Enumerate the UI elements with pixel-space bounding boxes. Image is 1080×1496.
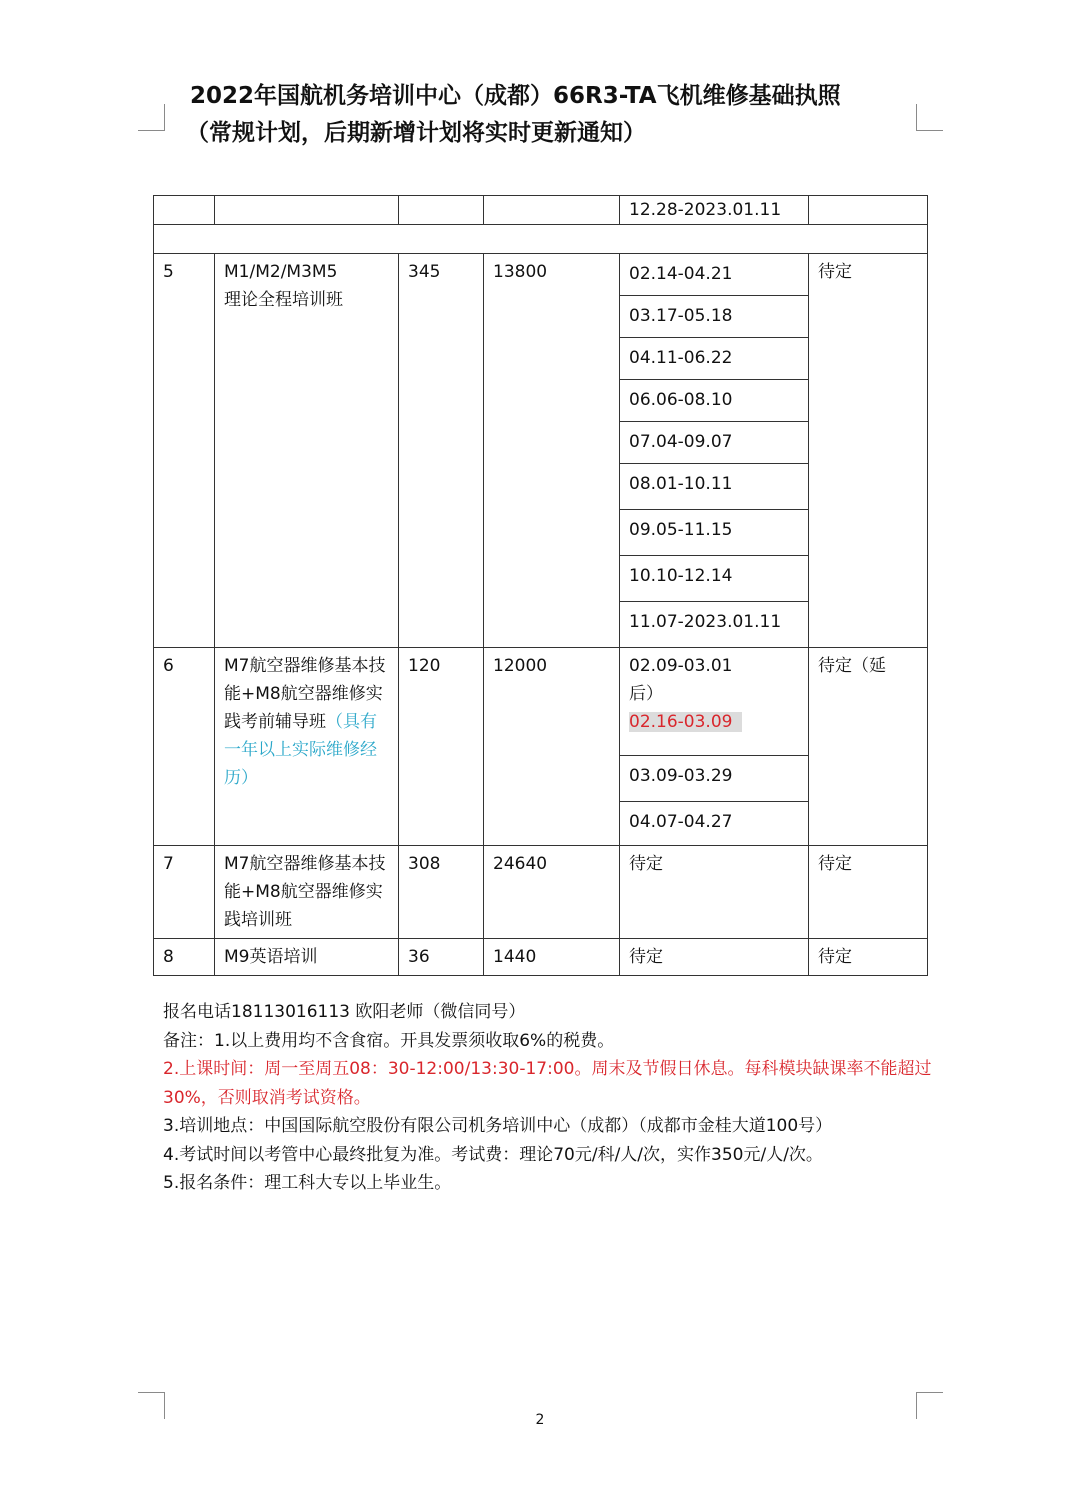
date-cell xyxy=(620,648,809,756)
exam-date: 待定 xyxy=(809,846,928,939)
date-cell: 10.10-12.14 xyxy=(620,556,809,602)
training-plan-table xyxy=(153,195,928,976)
row-number: 5 xyxy=(154,254,215,648)
date-cell: 待定 xyxy=(620,939,809,976)
table-cell xyxy=(154,196,215,225)
course-name-text: M7航空器维修基本技能+M8航空器维修实践考前辅导班 xyxy=(224,656,386,732)
note-3: 3.培训地点：中国国际航空股份有限公司机务培训中心（成都）（成都市金桂大道100号） xyxy=(163,1116,833,1136)
date-cell: 12.28-2023.01.11 xyxy=(620,196,809,225)
table-cell xyxy=(484,196,620,225)
hours: 345 xyxy=(399,254,484,648)
table-row xyxy=(154,648,928,756)
course-requirement-note: （具有一年以上实际维修经历） xyxy=(224,712,377,788)
table-cell xyxy=(399,196,484,225)
table-cell xyxy=(809,196,928,225)
date-suffix: 后） xyxy=(629,684,663,704)
registration-phone: 报名电话18113016113 欧阳老师（微信同号） xyxy=(163,1002,526,1022)
exam-date: 待定 xyxy=(809,254,928,648)
date-cell: 06.06-08.10 xyxy=(620,380,809,422)
exam-date: 待定 xyxy=(809,939,928,976)
note-1: 备注：1.以上费用均不含食宿。开具发票须收取6%的税费。 xyxy=(163,1030,615,1051)
notes-section xyxy=(163,998,933,1198)
course-name-line-1: M1/M2/M3M5 xyxy=(224,262,338,282)
crop-mark-top-left xyxy=(138,104,165,131)
date-cell: 09.05-11.15 xyxy=(620,510,809,556)
date-cell: 11.07-2023.01.11 xyxy=(620,602,809,648)
date-cell: 02.14-04.21 xyxy=(620,254,809,296)
table-row xyxy=(154,254,928,296)
date-cell: 07.04-09.07 xyxy=(620,422,809,464)
title-line-2: （常规计划，后期新增计划将实时更新通知） xyxy=(186,120,646,146)
row-number: 7 xyxy=(154,846,215,939)
course-name: M7航空器维修基本技能+M8航空器维修实践培训班 xyxy=(215,846,399,939)
row-number: 6 xyxy=(154,648,215,846)
date-cell: 03.09-03.29 xyxy=(620,756,809,802)
course-name-line-2: 理论全程培训班 xyxy=(224,290,343,310)
table-row xyxy=(154,846,928,939)
table-spacer-row xyxy=(154,225,928,254)
hours: 308 xyxy=(399,846,484,939)
highlighted-date: 02.16-03.09 xyxy=(629,712,742,732)
hours: 36 xyxy=(399,939,484,976)
note-2: 2.上课时间：周一至周五08：30-12:00/13:30-17:00。周末及节假日休息。每科模块缺课率不能超过30%，否则取消考试资格。 xyxy=(163,1059,932,1108)
fee: 1440 xyxy=(484,939,620,976)
date-cell: 04.07-04.27 xyxy=(620,802,809,846)
date-cell: 待定 xyxy=(620,846,809,939)
fee: 13800 xyxy=(484,254,620,648)
table-cell xyxy=(154,225,928,254)
exam-date: 待定（延 xyxy=(809,648,928,846)
crop-mark-top-right xyxy=(916,104,943,131)
hours: 120 xyxy=(399,648,484,846)
course-name xyxy=(215,648,399,846)
course-name: M9英语培训 xyxy=(215,939,399,976)
table-row xyxy=(154,196,928,225)
title-line-1: 2022年国航机务培训中心（成都）66R3-TA飞机维修基础执照 xyxy=(190,83,841,109)
row-number: 8 xyxy=(154,939,215,976)
note-5: 5.报名条件：理工科大专以上毕业生。 xyxy=(163,1173,452,1193)
date-cell: 04.11-06.22 xyxy=(620,338,809,380)
date-cell: 03.17-05.18 xyxy=(620,296,809,338)
course-name xyxy=(215,254,399,648)
table-cell xyxy=(215,196,399,225)
fee: 12000 xyxy=(484,648,620,846)
page-number: 2 xyxy=(535,1412,545,1428)
date-cell: 08.01-10.11 xyxy=(620,464,809,510)
table-row xyxy=(154,939,928,976)
fee: 24640 xyxy=(484,846,620,939)
note-4: 4.考试时间以考管中心最终批复为准。考试费：理论70元/科/人/次，实作350元/人/次。 xyxy=(163,1144,823,1165)
page-title xyxy=(186,78,910,152)
date-text: 02.09-03.01 xyxy=(629,656,733,676)
